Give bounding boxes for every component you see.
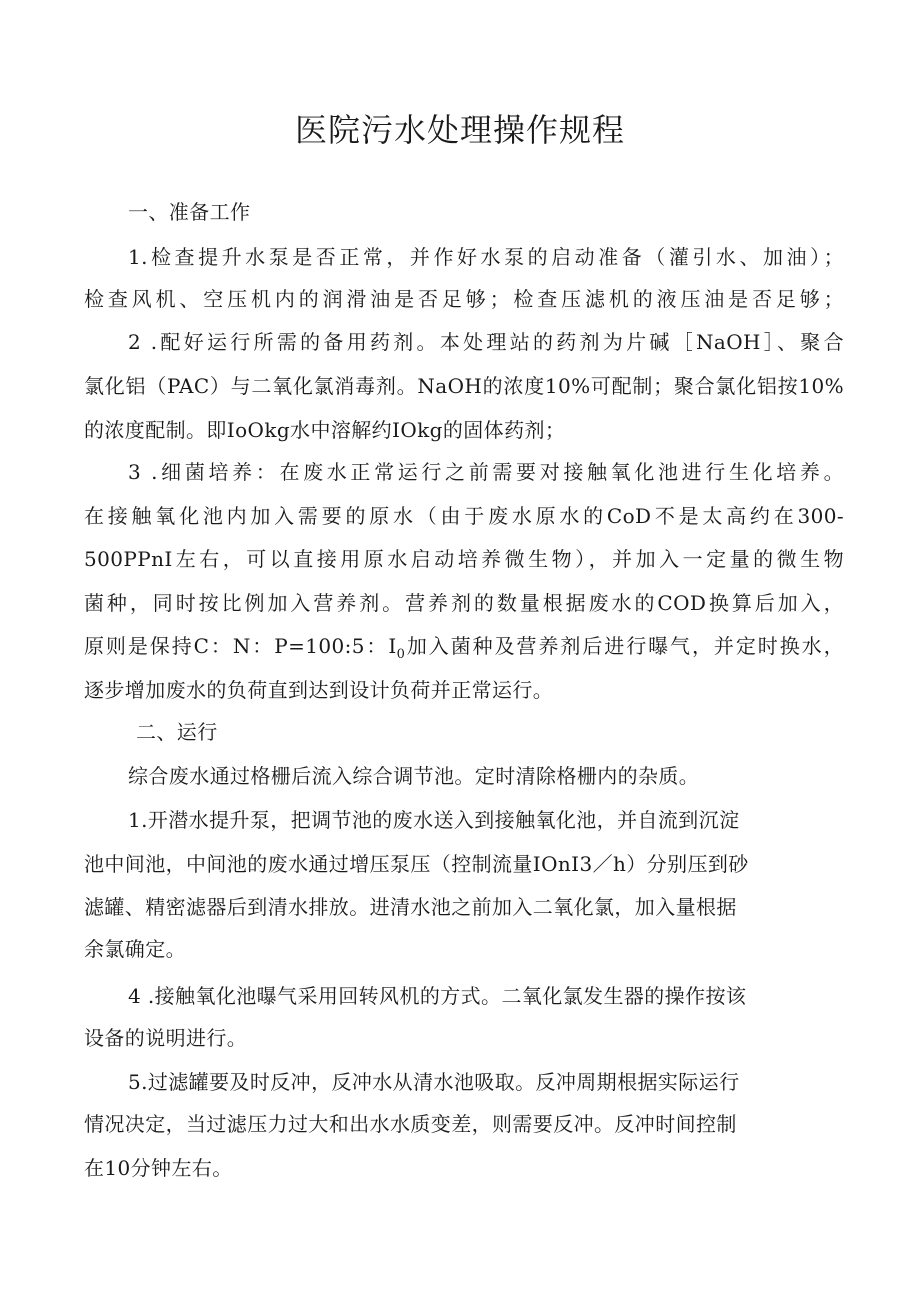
paragraph-line: 氯化铝（PAC）与二氧化氯消毒剂。NaOH的浓度10%可配制；聚合氯化铝按10% [84,374,844,398]
paragraph-line: 500PPnI左右，可以直接用原水启动培养微生物），并加入一定量的微生物 [84,547,844,571]
paragraph-line: 3 .细菌培养：在废水正常运行之前需要对接触氧化池进行生化培养。 [128,460,844,484]
paragraph-line: 滤罐、精密滤器后到清水排放。进清水池之前加入二氧化氯，加入量根据 [84,895,737,919]
paragraph-line: 1.检查提升水泵是否正常，并作好水泵的启动准备（灌引水、加油）； [128,245,844,269]
paragraph-line: 2 .配好运行所需的备用药剂。本处理站的药剂为片碱［NaOH］、聚合 [128,330,844,354]
ratio-text: 原则是保持C：N：P=100:5：I [84,634,397,658]
ratio-text-after: 加入菌种及营养剂后进行曝气，并定时换水， [405,634,844,658]
paragraph-line: 池中间池，中间池的废水通过增压泵压（控制流量IOnI3／h）分别压到砂 [84,852,749,876]
paragraph-line: 情况决定，当过滤压力过大和出水水质变差，则需要反冲。反冲时间控制 [84,1112,737,1136]
paragraph-line: 综合废水通过格栅后流入综合调节池。定时清除格栅内的杂质。 [128,764,700,788]
section-heading-preparation: 一、准备工作 [128,200,251,224]
ratio-subscript: 0 [396,647,406,662]
paragraph-line: 菌种，同时按比例加入营养剂。营养剂的数量根据废水的COD换算后加入， [84,591,844,615]
paragraph-line: 检查风机、空压机内的润滑油是否足够；检查压滤机的液压油是否足够； [84,287,844,311]
paragraph-line: 逐步增加废水的负荷直到达到设计负荷并正常运行。 [84,678,554,702]
paragraph-line: 5.过滤罐要及时反冲，反冲水从清水池吸取。反冲周期根据实际运行 [128,1070,740,1094]
paragraph-line: 在接触氧化池内加入需要的原水（由于废水原水的CoD不是太高约在300- [84,504,844,528]
paragraph-line: 4 .接触氧化池曝气采用回转风机的方式。二氧化氯发生器的操作按该 [128,984,747,1008]
section-heading-operation: 二、运行 [136,720,218,744]
paragraph-line: 1.开潜水提升泵，把调节池的废水送入到接触氧化池，并自流到沉淀 [128,808,740,832]
paragraph-line: 在10分钟左右。 [84,1156,233,1180]
paragraph-line-ratio [84,632,844,660]
document-title: 医院污水处理操作规程 [294,111,625,149]
paragraph-line: 余氯确定。 [84,937,186,961]
paragraph-line: 的浓度配制。即IoOkg水中溶解约IOkg的固体药剂； [84,418,566,442]
paragraph-line: 设备的说明进行。 [84,1026,248,1050]
